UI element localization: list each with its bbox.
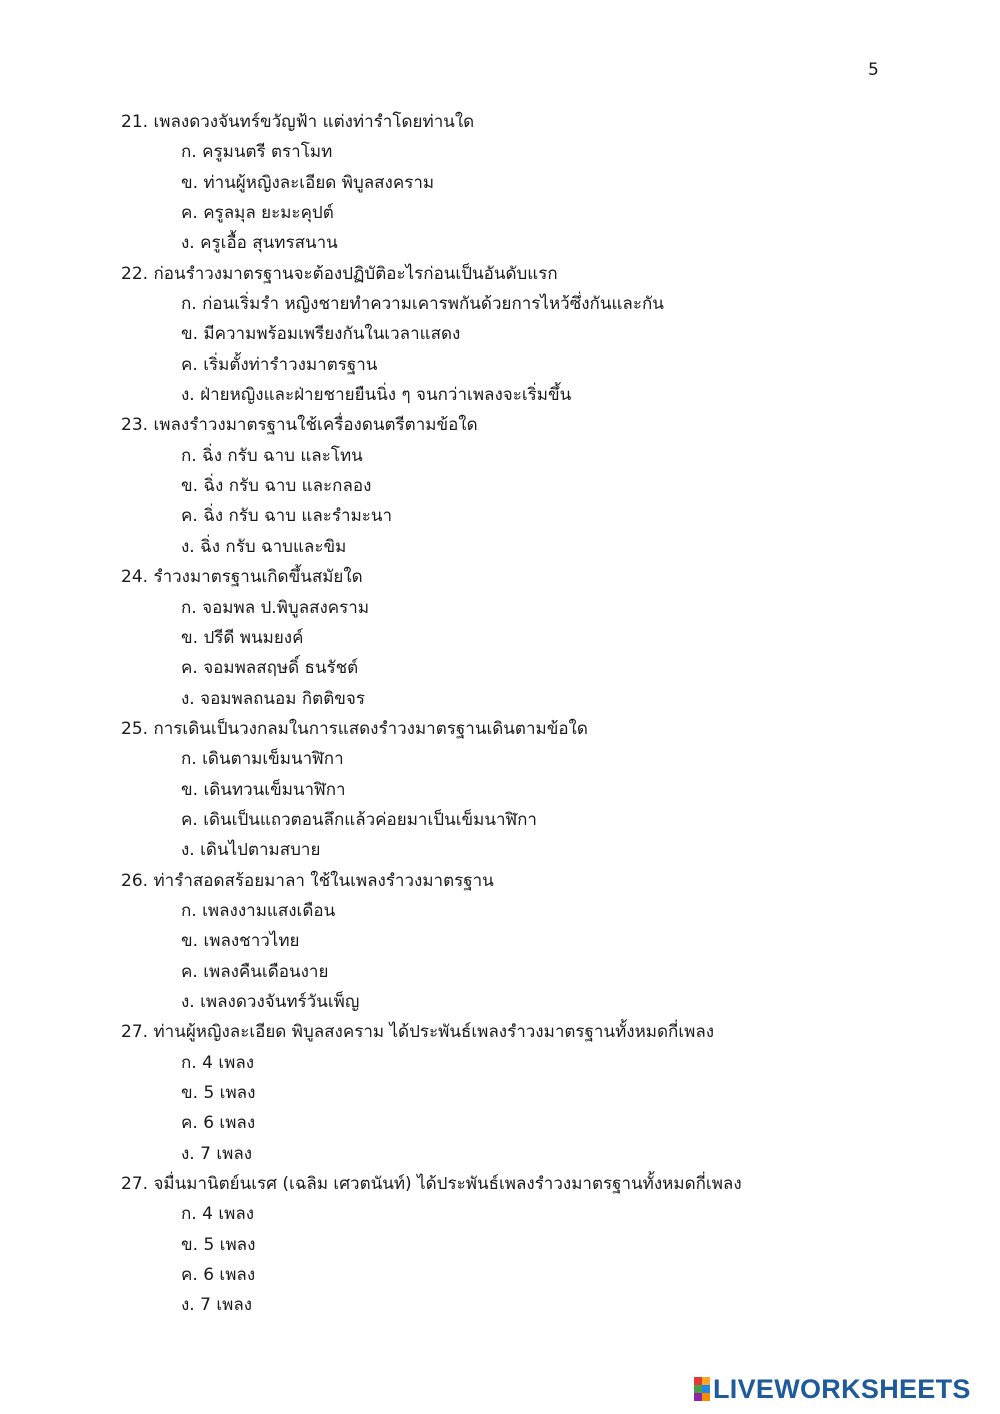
option-text: 5 เพลง (203, 1234, 256, 1255)
answer-option (121, 1048, 981, 1078)
answer-option (121, 1260, 981, 1290)
option-letter: ก. (181, 1052, 197, 1073)
question (121, 714, 981, 866)
option-text: 4 เพลง (202, 1052, 255, 1073)
answer-option (121, 835, 981, 865)
quiz-questions (121, 107, 981, 1321)
option-text: ฉิ่ง กรับ ฉาบ และรำมะนา (203, 506, 393, 527)
answer-option (121, 198, 981, 228)
option-letter: ง. (181, 688, 195, 709)
question-number: 25. (121, 718, 149, 739)
option-text: ฉิ่ง กรับ ฉาบ และโทน (202, 445, 363, 466)
option-letter: ง. (181, 385, 195, 406)
question-text-line (121, 1169, 981, 1199)
page-number: 5 (868, 60, 879, 80)
question (121, 107, 981, 259)
question-text: จมื่นมานิตย์นเรศ (เฉลิม เศวตนันท์) ได้ประพันธ์เพลงรำวงมาตรฐานทั้งหมดกี่เพลง (153, 1174, 742, 1195)
option-letter: ค. (181, 354, 198, 375)
question-number: 22. (121, 263, 149, 284)
option-text: มีความพร้อมเพรียงกันในเวลาแสดง (203, 324, 461, 345)
option-text: 7 เพลง (200, 1143, 253, 1164)
answer-option (121, 137, 981, 167)
option-letter: ข. (181, 1234, 199, 1255)
option-letter: ค. (181, 506, 198, 527)
option-text: ท่านผู้หญิงละเอียด พิบูลสงคราม (203, 172, 435, 193)
option-letter: ง. (181, 1143, 195, 1164)
option-letter: ก. (181, 142, 197, 163)
question-number: 21. (121, 112, 149, 132)
logo-mark-square (694, 1377, 702, 1385)
logo-mark-square (694, 1393, 702, 1401)
answer-option (121, 653, 981, 683)
option-text: เริ่มตั้งท่ารำวงมาตรฐาน (203, 354, 378, 375)
option-text: 4 เพลง (202, 1204, 255, 1225)
logo-mark-square (694, 1385, 702, 1393)
answer-option (121, 441, 981, 471)
option-text: เดินเป็นแถวตอนลึกแล้วค่อยมาเป็นเข็มนาฬิกา (203, 809, 537, 830)
option-letter: ข. (181, 931, 199, 952)
question (121, 866, 981, 1018)
answer-option (121, 319, 981, 349)
question (121, 259, 981, 411)
question-text-line (121, 410, 981, 440)
question-text: การเดินเป็นวงกลมในการแสดงรำวงมาตรฐานเดินตามข้อใด (153, 718, 588, 739)
question-text: เพลงรำวงมาตรฐานใช้เครื่องดนตรีตามข้อใด (153, 415, 478, 436)
option-text: 6 เพลง (203, 1265, 256, 1286)
option-text: เดินตามเข็มนาฬิกา (202, 749, 344, 770)
question-text-line (121, 107, 981, 137)
answer-option (121, 684, 981, 714)
answer-option (121, 1290, 981, 1320)
liveworksheets-mark-icon (694, 1377, 710, 1401)
answer-option (121, 926, 981, 956)
option-letter: ง. (181, 991, 195, 1012)
option-text: ฝ่ายหญิงและฝ่ายชายยืนนิ่ง ๆ จนกว่าเพลงจะเริ่มขึ้น (200, 385, 572, 406)
question (121, 1017, 981, 1169)
option-text: ครูลมุล ยะมะคุปต์ (203, 203, 334, 224)
liveworksheets-logo (694, 1374, 971, 1404)
option-letter: ก. (181, 900, 197, 921)
question (121, 562, 981, 714)
option-letter: ค. (181, 1113, 198, 1134)
option-letter: ก. (181, 597, 197, 618)
option-text: จอมพลสฤษดิ์ ธนรัชต์ (203, 658, 359, 679)
answer-option (121, 1230, 981, 1260)
option-text: ฉิ่ง กรับ ฉาบและขิม (200, 536, 347, 557)
answer-option (121, 775, 981, 805)
question-text: ท่านผู้หญิงละเอียด พิบูลสงคราม ได้ประพันธ์เพลงรำวงมาตรฐานทั้งหมดกี่เพลง (153, 1022, 715, 1043)
answer-option (121, 744, 981, 774)
question-text: ท่ารำสอดสร้อยมาลา ใช้ในเพลงรำวงมาตรฐาน (153, 870, 494, 891)
option-letter: ข. (181, 627, 199, 648)
option-letter: ค. (181, 1265, 198, 1286)
option-letter: ข. (181, 779, 199, 800)
question (121, 410, 981, 562)
answer-option (121, 168, 981, 198)
option-letter: ง. (181, 1295, 195, 1316)
answer-option (121, 289, 981, 319)
option-letter: ก. (181, 1204, 197, 1225)
question-number: 24. (121, 567, 149, 588)
answer-option (121, 896, 981, 926)
question-text: ก่อนรำวงมาตรฐานจะต้องปฏิบัติอะไรก่อนเป็นอันดับแรก (153, 263, 558, 284)
answer-option (121, 623, 981, 653)
option-letter: ค. (181, 203, 198, 224)
answer-option (121, 380, 981, 410)
option-letter: ข. (181, 324, 199, 345)
answer-option (121, 350, 981, 380)
option-text: เดินทวนเข็มนาฬิกา (203, 779, 346, 800)
answer-option (121, 1108, 981, 1138)
question-text-line (121, 1017, 981, 1047)
option-text: เดินไปตามสบาย (200, 840, 321, 861)
question-number: 23. (121, 415, 149, 436)
option-text: เพลงดวงจันทร์วันเพ็ญ (200, 991, 360, 1012)
option-letter: ข. (181, 476, 199, 497)
question-number: 27. (121, 1022, 149, 1043)
option-letter: ง. (181, 840, 195, 861)
answer-option (121, 1139, 981, 1169)
question-text: เพลงดวงจันทร์ขวัญฟ้า แต่งท่ารำโดยท่านใด (153, 112, 475, 132)
question-text-line (121, 866, 981, 896)
answer-option (121, 228, 981, 258)
question-text-line (121, 259, 981, 289)
option-letter: ค. (181, 809, 198, 830)
answer-option (121, 1078, 981, 1108)
logo-mark-square (702, 1393, 710, 1401)
logo-mark-square (702, 1377, 710, 1385)
answer-option (121, 593, 981, 623)
option-text: เพลงคืนเดือนงาย (203, 961, 329, 982)
option-letter: ง. (181, 536, 195, 557)
option-letter: ง. (181, 233, 195, 254)
option-letter: ข. (181, 1083, 199, 1103)
logo-mark-square (702, 1385, 710, 1393)
logo-text: LIVEWORKSHEETS (713, 1373, 971, 1404)
answer-option (121, 471, 981, 501)
option-text: 5 เพลง (203, 1083, 256, 1103)
question-number: 26. (121, 870, 149, 891)
option-text: 7 เพลง (200, 1295, 253, 1316)
question-text: รำวงมาตรฐานเกิดขึ้นสมัยใด (153, 567, 363, 588)
question-text-line (121, 562, 981, 592)
option-text: จอมพล ป.พิบูลสงคราม (202, 597, 370, 618)
option-text: ฉิ่ง กรับ ฉาบ และกลอง (203, 476, 372, 497)
option-letter: ค. (181, 658, 198, 679)
question (121, 1169, 981, 1321)
question-text-line (121, 714, 981, 744)
option-text: 6 เพลง (203, 1113, 256, 1134)
option-text: ปรีดี พนมยงค์ (203, 627, 304, 648)
answer-option (121, 987, 981, 1017)
answer-option (121, 501, 981, 531)
option-text: ก่อนเริ่มรำ หญิงชายทำความเคารพกันด้วยการไหว้ซึ่งกันและกัน (202, 294, 664, 315)
option-letter: ค. (181, 961, 198, 982)
question-number: 27. (121, 1174, 149, 1195)
option-text: ครูมนตรี ตราโมท (202, 142, 333, 163)
answer-option (121, 805, 981, 835)
option-text: เพลงชาวไทย (203, 931, 300, 952)
option-text: ครูเอื้อ สุนทรสนาน (200, 233, 338, 254)
answer-option (121, 957, 981, 987)
option-letter: ก. (181, 294, 197, 315)
option-letter: ก. (181, 749, 197, 770)
option-letter: ก. (181, 445, 197, 466)
option-text: เพลงงามแสงเดือน (202, 900, 336, 921)
answer-option (121, 532, 981, 562)
option-letter: ข. (181, 172, 199, 193)
answer-option (121, 1199, 981, 1229)
option-text: จอมพลถนอม กิตติขจร (200, 688, 365, 709)
